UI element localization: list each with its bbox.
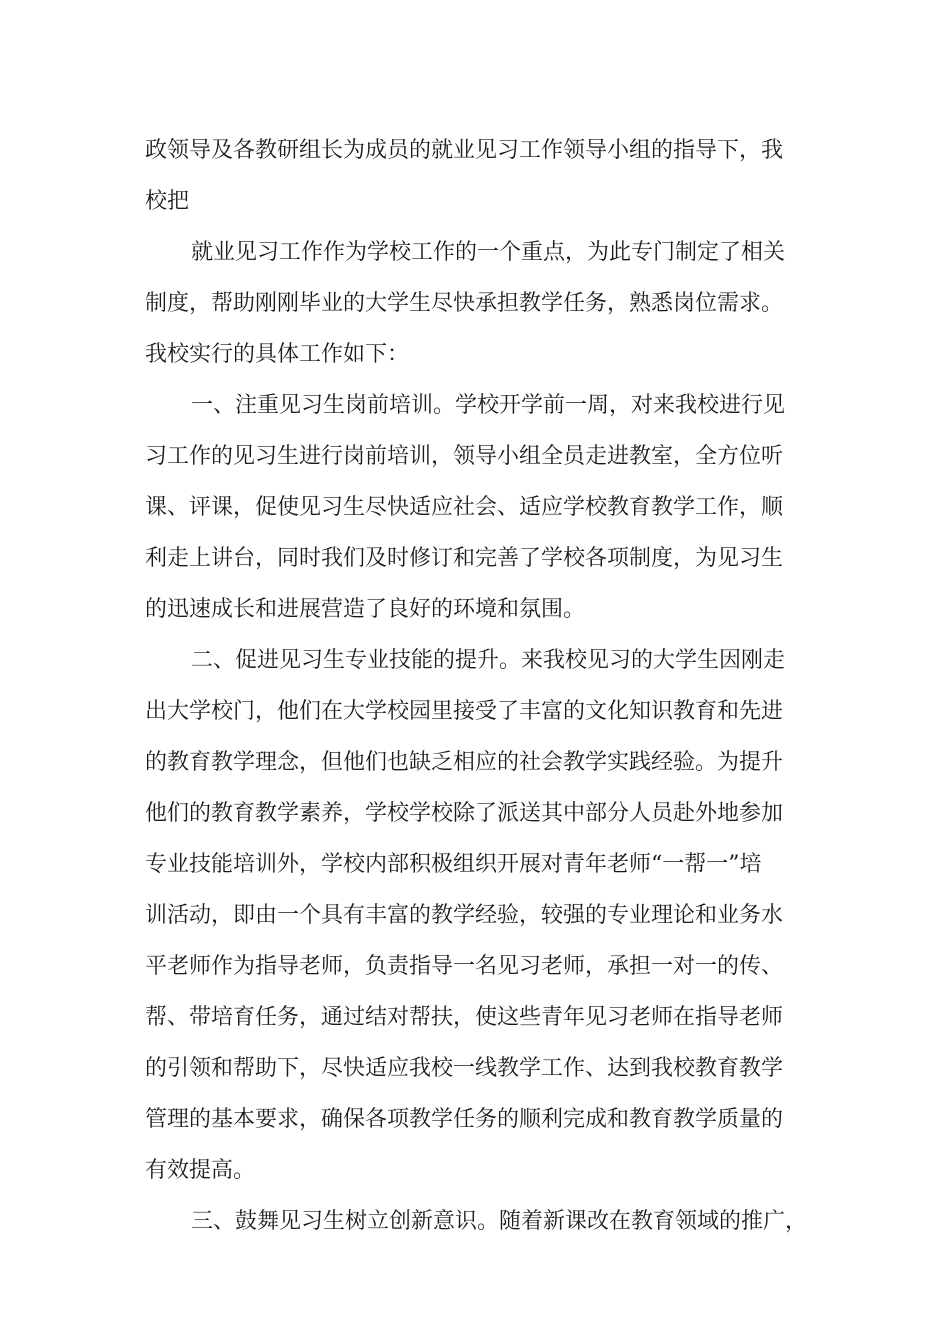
text-line: 制度，帮助刚刚毕业的大学生尽快承担教学任务，熟悉岗位需求。 [145, 291, 784, 316]
text-line: 校把 [145, 189, 190, 214]
text-line: 的引领和帮助下，尽快适应我校一线教学工作、达到我校教育教学 [145, 1056, 784, 1081]
text-line: 利走上讲台，同时我们及时修订和完善了学校各项制度，为见习生 [145, 546, 784, 571]
text-line: 他们的教育教学素养，学校学校除了派送其中部分人员赴外地参加 [145, 801, 784, 826]
text-line: 我校实行的具体工作如下： [145, 342, 410, 367]
text-line: 专业技能培训外，学校内部积极组织开展对青年老师“一帮一”培 [145, 852, 762, 877]
text-line: 的教育教学理念，但他们也缺乏相应的社会教学实践经验。为提升 [145, 750, 784, 775]
text-line: 二、促进见习生专业技能的提升。来我校见习的大学生因刚走 [191, 648, 786, 673]
text-line: 三、鼓舞见习生树立创新意识。随着新课改在教育领域的推广， [191, 1209, 808, 1234]
text-line: 政领导及各教研组长为成员的就业见习工作领导小组的指导下，我 [145, 138, 784, 163]
text-line: 帮、带培育任务，通过结对帮扶，使这些青年见习老师在指导老师 [145, 1005, 784, 1030]
text-line: 管理的基本要求，确保各项教学任务的顺利完成和教育教学质量的 [145, 1107, 784, 1132]
text-line: 的迅速成长和进展营造了良好的环境和氛围。 [145, 597, 586, 622]
text-line: 一、注重见习生岗前培训。学校开学前一周，对来我校进行见 [191, 393, 786, 418]
text-line: 有效提高。 [145, 1158, 256, 1183]
text-line: 训活动，即由一个具有丰富的教学经验，较强的专业理论和业务水 [145, 903, 784, 928]
text-line: 平老师作为指导老师，负责指导一名见习老师，承担一对一的传、 [145, 954, 784, 979]
text-line: 出大学校门，他们在大学校园里接受了丰富的文化知识教育和先进 [145, 699, 784, 724]
text-line: 课、评课，促使见习生尽快适应社会、适应学校教育教学工作，顺 [145, 495, 784, 520]
text-line: 习工作的见习生进行岗前培训，领导小组全员走进教室，全方位听 [145, 444, 784, 469]
text-line: 就业见习工作作为学校工作的一个重点，为此专门制定了相关 [191, 240, 786, 265]
